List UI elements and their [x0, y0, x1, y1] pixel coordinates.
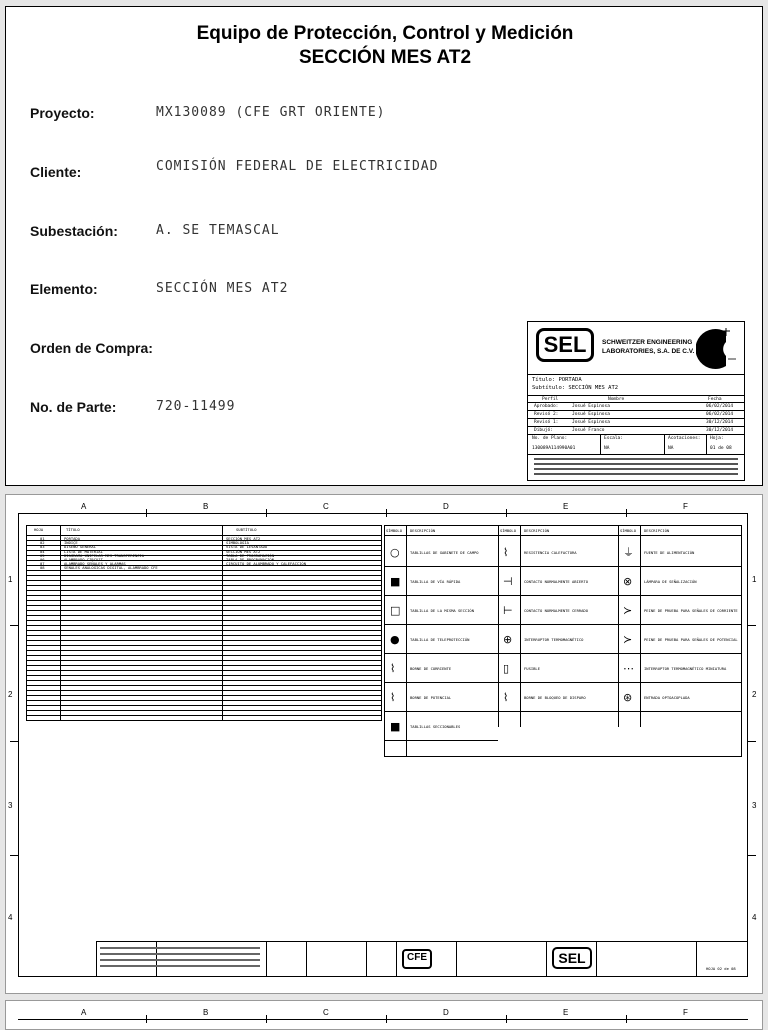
column-a: A: [81, 502, 87, 511]
legend-symbol-icon: ⊣: [503, 575, 513, 588]
cfe-logo: CFE: [402, 949, 432, 969]
legend-description: PEINE DE PRUEBA PARA SEÑALES DE POTENCIAL: [644, 637, 738, 642]
legend-divider: [498, 566, 618, 567]
table-rule: [26, 580, 382, 581]
legend-symbol-icon: ■: [390, 720, 401, 733]
legend-divider: [384, 595, 498, 596]
tb-date: 30/12/2014: [706, 420, 734, 425]
tb-sheet: 01 de 08: [710, 446, 732, 451]
table-rule: [26, 650, 382, 651]
table-rule: [26, 620, 382, 621]
legend-divider: [498, 595, 618, 596]
table-rule: [26, 615, 382, 616]
legend-divider: [618, 653, 742, 654]
table-rule: [26, 705, 382, 706]
row-2-right: 2: [752, 690, 757, 699]
column-b: B: [203, 1008, 209, 1017]
table-rule: [26, 595, 382, 596]
substation-label: Subestación:: [30, 223, 118, 239]
tb-scale: NA: [604, 446, 610, 451]
table-rule: [26, 675, 382, 676]
legend-divider: [618, 682, 742, 683]
tb-role: Revisó 2:: [534, 412, 559, 417]
table-row: 01 02 03 04 05 06 07 08: [40, 536, 45, 571]
tb-sheet-label: Hoja:: [710, 436, 724, 441]
column-b: B: [203, 502, 209, 511]
purchase-order-label: Orden de Compra:: [30, 340, 153, 356]
table-rule: [26, 610, 382, 611]
table-titles: PORTADA ÍNDICE DISEÑO GENERAL LISTA DE MATERIAL DIAGRAMA UNIFILAR MES TRANSFERENCIA ALAMBRADO CIRCUIT ALAMBRADO SEÑALES Y ALARMAS SEÑALES ANALÓGICAS DIGITAL, ALAMBRADO CFE: [64, 536, 158, 571]
table-rule: [26, 600, 382, 601]
column-e: E: [563, 1008, 569, 1017]
table-rule: [26, 570, 382, 571]
project-label: Proyecto:: [30, 105, 95, 121]
legend-divider: [618, 711, 742, 712]
legend-description: TABLILLA DE VÍA RÁPIDA: [410, 579, 461, 584]
tb-title: Título: PORTADA: [532, 377, 582, 383]
legend-header-desc: DESCRIPCIÓN: [524, 528, 550, 533]
legend-description: FUENTE DE ALIMENTACIÓN: [644, 550, 695, 555]
row-2: 2: [8, 690, 13, 699]
legend-description: INTERRUPTOR TERMOMAGNÉTICO: [524, 637, 584, 642]
table-rule: [26, 680, 382, 681]
legend-description: TABLILLAS SECCIONABLES: [410, 724, 461, 729]
row-1: 1: [8, 575, 13, 584]
row-3: 3: [8, 801, 13, 810]
legend-description: BORNE DE POTENCIAL: [410, 695, 452, 700]
table-rule: [26, 625, 382, 626]
tb-name: Josué Franco: [572, 428, 605, 433]
legend-divider: [384, 740, 498, 741]
tb-role: Aprobado:: [534, 404, 559, 409]
cover-sheet: [5, 6, 763, 486]
legend-symbol-icon: ●: [390, 633, 400, 646]
tb-date: 30/12/2014: [706, 428, 734, 433]
substation-value: A. SE TEMASCAL: [156, 223, 280, 238]
sel-logo: SEL: [536, 328, 594, 362]
tb-dimensions: NA: [668, 446, 674, 451]
legend-description: ENTRADA OPTOACOPLADA: [644, 695, 690, 700]
index-sheet: [5, 494, 763, 994]
legend-description: TABLILLA DE LA MISMA SECCIÓN: [410, 608, 475, 613]
tb-plan-number: 130089A114990A01: [532, 446, 576, 451]
column-e: E: [563, 502, 569, 511]
table-rule: [26, 665, 382, 666]
cover-subtitle: SECCIÓN MES AT2: [298, 47, 472, 68]
legend-symbol-icon: ▯: [503, 662, 510, 675]
client-label: Cliente:: [30, 164, 82, 180]
legend-symbol-icon: ⌇: [390, 691, 396, 704]
legend-divider: [384, 682, 498, 683]
table-rule: [26, 670, 382, 671]
legend-symbol-icon: ⋯: [623, 662, 634, 675]
legend-symbol-icon: ⌇: [503, 691, 509, 704]
column-d: D: [443, 502, 449, 511]
table-rule: [26, 605, 382, 606]
legend-description: PEINE DE PRUEBA PARA SEÑALES DE CORRIENTE: [644, 608, 738, 613]
table-rule: [26, 640, 382, 641]
tb-role: Revisó 1:: [534, 420, 559, 425]
legend-symbol-icon: □: [390, 604, 401, 617]
legend-description: CONTACTO NORMALMENTE ABIERTO: [524, 579, 589, 584]
table-rule: [26, 685, 382, 686]
table-rule: [26, 695, 382, 696]
tb-head-fecha: Fecha: [708, 397, 722, 402]
company-name: [602, 338, 694, 356]
tb-date: 06/02/2014: [706, 404, 734, 409]
legend-symbol-icon: ⊛: [623, 691, 633, 704]
legend-symbol-icon: ⊢: [503, 604, 513, 617]
legend-divider: [384, 566, 498, 567]
tb-scale-label: Escala:: [604, 436, 623, 441]
tb-name: Josué Espinosa: [572, 412, 610, 417]
legend-description: CONTACTO NORMALMENTE CERRADO: [524, 608, 589, 613]
legend-divider: [384, 711, 498, 712]
table-subtitles: SECCIÓN MES AT2 SIMBOLOGÍA VISTA DE LEVANTADO SECCIÓN MES AT2 TABLA DE PROGRAMACIÓN TABLA DE PROGRAMACIÓN CIRCUITO DE ALUMBRADO Y CALEFACCIÓN: [226, 536, 307, 567]
legend-divider: [498, 624, 618, 625]
legend-description: TABLILLAS DE GABINETE DE CAMPO: [410, 550, 479, 555]
row-3-right: 3: [752, 801, 757, 810]
tb-name: Josué Espinosa: [572, 404, 610, 409]
tb-head-nombre: Nombre: [608, 397, 625, 402]
tb-role: Dibujó:: [534, 428, 553, 433]
legend-description: BORNE DE CORRIENTE: [410, 666, 452, 671]
row-4: 4: [8, 913, 13, 922]
index-sheet-number: HOJA 02 de 08: [706, 966, 736, 971]
title-block: [527, 321, 745, 481]
legend-symbol-icon: ⌇: [503, 546, 509, 559]
table-rule: [26, 545, 382, 546]
table-rule: [26, 655, 382, 656]
table-rule: [26, 630, 382, 631]
legend-description: LÁMPARA DE SEÑALIZACIÓN: [644, 579, 697, 584]
tb-name: Josué Espinosa: [572, 420, 610, 425]
table-rule: [26, 715, 382, 716]
table-rule: [26, 660, 382, 661]
cover-title: Equipo de Protección, Control y Medición: [196, 23, 574, 44]
part-number-label: No. de Parte:: [30, 399, 117, 415]
table-rule: [26, 560, 382, 561]
legend-divider: [498, 682, 618, 683]
legend-header-symbol: SÍMBOLO: [386, 528, 403, 533]
legend-symbol-icon: ○: [390, 546, 400, 559]
sel-emblem-icon: [696, 326, 738, 370]
legend-divider: [618, 566, 742, 567]
legend-symbol-icon: ⏚: [623, 546, 634, 559]
column-f: F: [683, 502, 688, 511]
table-rule: [26, 550, 382, 551]
legend-description: TABLILLA DE TELEPROTECCIÓN: [410, 637, 470, 642]
legend-divider: [384, 653, 498, 654]
row-1-right: 1: [752, 575, 757, 584]
legend-symbol-icon: ■: [390, 575, 401, 588]
legend-divider: [498, 711, 618, 712]
part-number-value: 720-11499: [156, 399, 236, 414]
table-rule: [26, 700, 382, 701]
column-c: C: [323, 1008, 329, 1017]
next-sheet: [5, 1000, 763, 1030]
table-header-title: TÍTULO: [66, 527, 80, 532]
column-c: C: [323, 502, 329, 511]
element-value: SECCIÓN MES AT2: [156, 281, 289, 296]
column-d: D: [443, 1008, 449, 1017]
legend-description: RESISTENCIA CALEFACTORA: [524, 550, 577, 555]
legend-header-desc: DESCRIPCIÓN: [644, 528, 670, 533]
company-line-2: LABORATORIES, S.A. DE C.V.: [602, 348, 695, 355]
table-rule: [26, 645, 382, 646]
table-rule: [26, 555, 382, 556]
legend-divider: [618, 595, 742, 596]
row-4-right: 4: [752, 913, 757, 922]
table-rule: [26, 565, 382, 566]
legend-symbol-icon: ⌇: [390, 662, 396, 675]
legend-divider: [498, 653, 618, 654]
tb-date: 06/02/2014: [706, 412, 734, 417]
legend-symbol-icon: ⊕: [503, 633, 513, 646]
legend-header-symbol: SÍMBOLO: [620, 528, 637, 533]
legend-header-symbol: SÍMBOLO: [500, 528, 517, 533]
legend-description: BORNE DE BLOQUEO DE DISPARO: [524, 695, 586, 700]
table-rule: [26, 585, 382, 586]
legend-header-desc: DESCRIPCIÓN: [410, 528, 436, 533]
project-value: MX130089 (CFE GRT ORIENTE): [156, 105, 386, 120]
sel-logo-small: SEL: [552, 947, 592, 969]
element-label: Elemento:: [30, 281, 98, 297]
legend-description: FUSIBLE: [524, 666, 541, 671]
tb-dim-label: Acotaciones:: [668, 436, 701, 441]
table-rule: [26, 575, 382, 576]
legend-divider: [384, 624, 498, 625]
legend-symbol-icon: ≻: [623, 604, 633, 617]
tb-head-perfil: Perfil: [542, 397, 559, 402]
tb-subtitle: Subtítulo: SECCIÓN MES AT2: [532, 385, 619, 391]
table-rule: [26, 710, 382, 711]
column-f: F: [683, 1008, 688, 1017]
legend-divider: [618, 624, 742, 625]
legend-symbol-icon: ≻: [623, 633, 633, 646]
table-header-subtitle: SUBTÍTULO: [236, 527, 257, 532]
legend-symbol-icon: ⊗: [623, 575, 633, 588]
table-rule: [26, 690, 382, 691]
table-rule: [26, 635, 382, 636]
column-a: A: [81, 1008, 87, 1017]
tb-plan-label: No. de Plano:: [532, 436, 568, 441]
table-rule: [26, 590, 382, 591]
table-header-sheet: HOJA: [34, 527, 44, 532]
client-value: COMISIÓN FEDERAL DE ELECTRICIDAD: [156, 159, 439, 174]
table-rule: [26, 540, 382, 541]
company-line-1: SCHWEITZER ENGINEERING: [602, 339, 693, 346]
legend-description: INTERRUPTOR TERMOMAGNÉTICO MINIATURA: [644, 666, 727, 671]
